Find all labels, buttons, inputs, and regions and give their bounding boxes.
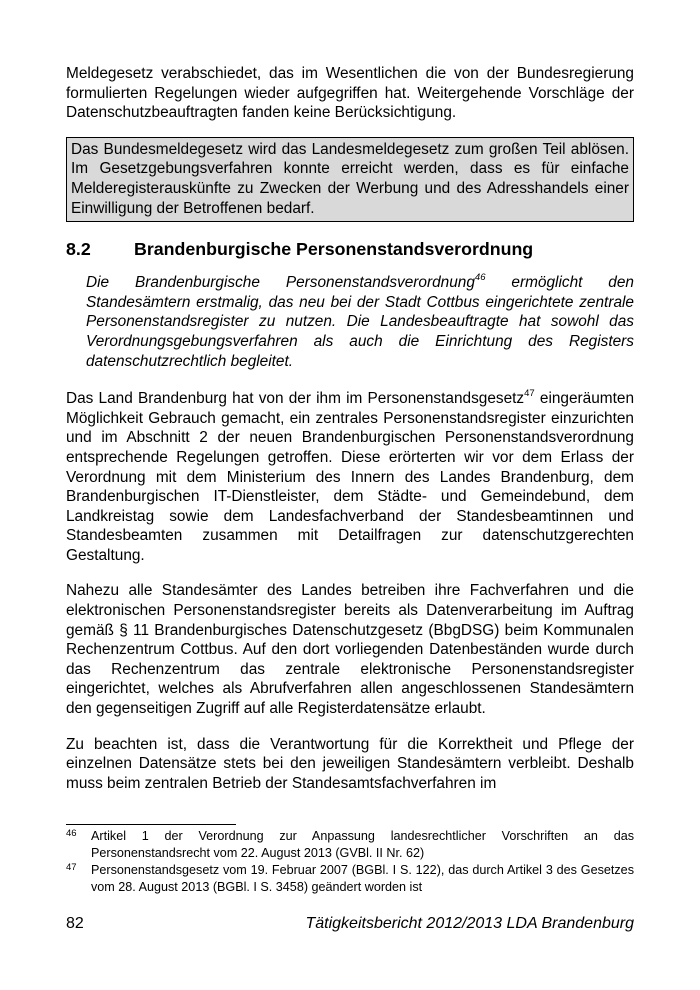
footnote-divider <box>66 824 236 825</box>
footnotes <box>66 828 634 896</box>
section-heading <box>66 238 634 260</box>
paragraph-1-start: Das Land Brandenburg hat von der ihm im Personenstandsgesetz <box>66 390 525 408</box>
footnote <box>66 828 634 862</box>
footnote <box>66 862 634 896</box>
page-body <box>66 64 634 809</box>
lead-summary <box>86 273 634 371</box>
paragraph-2: Nahezu alle Standesämter des Landes betreiben ihre Fachverfahren und die elektronischen Personenstandsregister bereits als Datenverarbeitung im Auftrag gemäß § 11 Brandenburgisches Datenschutzgesetz (BbgDSG) beim Kommunalen Rechenzentrum Cottbus. Auf den dort vorliegenden Datenbeständen wurde durch das Rechenzentrum das zentrale elektronische Personenstandsregister eingerichtet, welches als Abrufverfahren allen angeschlossenen Standesämtern den gegenseitigen Zugriff auf alle Registerdatensätze erlaubt. <box>66 582 634 718</box>
highlight-box <box>66 137 634 222</box>
report-title: Tätigkeitsbericht 2012/2013 LDA Brandenburg <box>305 915 634 932</box>
page-footer <box>66 914 634 934</box>
paragraph-3: Zu beachten ist, dass die Verantwortung für die Korrektheit und Pflege der einzelnen Datensätze stets bei den jeweiligen Standesämtern verbleibt. Deshalb muss beim zentralen Betrieb der Standesamtsfachverfahren im <box>66 735 634 792</box>
footnote-text: Artikel 1 der Verordnung zur Anpassung landesrechtlicher Vorschriften an das Personenstandsrecht vom 22. August 2013 (GVBl. II Nr. 62) <box>91 829 634 860</box>
footnote-text: Personenstandsgesetz vom 19. Februar 2007 (BGBl. I S. 122), das durch Artikel 3 des Gesetzes vom 28. August 2013 (BGBl. I S. 3458) geändert worden ist <box>91 863 634 894</box>
intro-paragraph: Meldegesetz verabschiedet, das im Wesentlichen die von der Bundesregierung formulierten Regelungen wieder aufgegriffen hat. Weitergehende Vorschläge der Datenschutzbeauftragten fanden keine Berücksichtigung. <box>66 65 634 122</box>
lead-text-start: Die Brandenburgische Personenstandsverordnung <box>86 274 475 292</box>
section-title: Brandenburgische Personenstandsverordnung <box>134 239 534 260</box>
highlight-box-text: Das Bundesmeldegesetz wird das Landesmeldegesetz zum großen Teil ablösen. Im Gesetzgebungsverfahren konnte erreicht werden, dass es für einfache Melderegisterauskünfte zu Zwecken der Werbung und des Adresshandels einer Einwilligung der Betroffenen bedarf. <box>71 140 629 217</box>
paragraph-1-end: eingeräumten Möglichkeit Gebrauch gemacht, ein zentrales Personenstandsregister einzurichten und im Abschnitt 2 der neuen Brandenburgischen Personenstandsverordnung entsprechende Regelungen getroffen. Diese erörterten wir vor dem Erlass der Verordnung mit dem Ministerium des Innern des Landes Brandenburg, dem Brandenburgischen IT-Dienstleister, dem Städte- und Gemeindebund, dem Landkreistag sowie dem Landesfachverband der Standesbeamtinnen und Standesbeamten zusammen mit Detailfragen zur datenschutzgerechten Gestaltung. <box>66 390 635 564</box>
section-number: 8.2 <box>66 239 91 260</box>
lead-text-end: ermöglicht den Standesämtern erstmalig, das neu bei der Stadt Cottbus eingerichtete zentrale Personenstandsregister zu nutzen. Die Landesbeauftragte hat sowohl das Verordnungsgebungsverfahren als auch die Einrichtung des Registers datenschutzrechtlich begleitet. <box>86 274 634 370</box>
footnote-number: 47 <box>66 862 77 873</box>
footnote-ref-47[interactable]: 47 <box>524 388 535 399</box>
footnote-number: 46 <box>66 828 77 839</box>
paragraph-1 <box>66 389 634 565</box>
page-number: 82 <box>66 915 84 932</box>
footnote-ref-46[interactable]: 46 <box>474 272 486 284</box>
